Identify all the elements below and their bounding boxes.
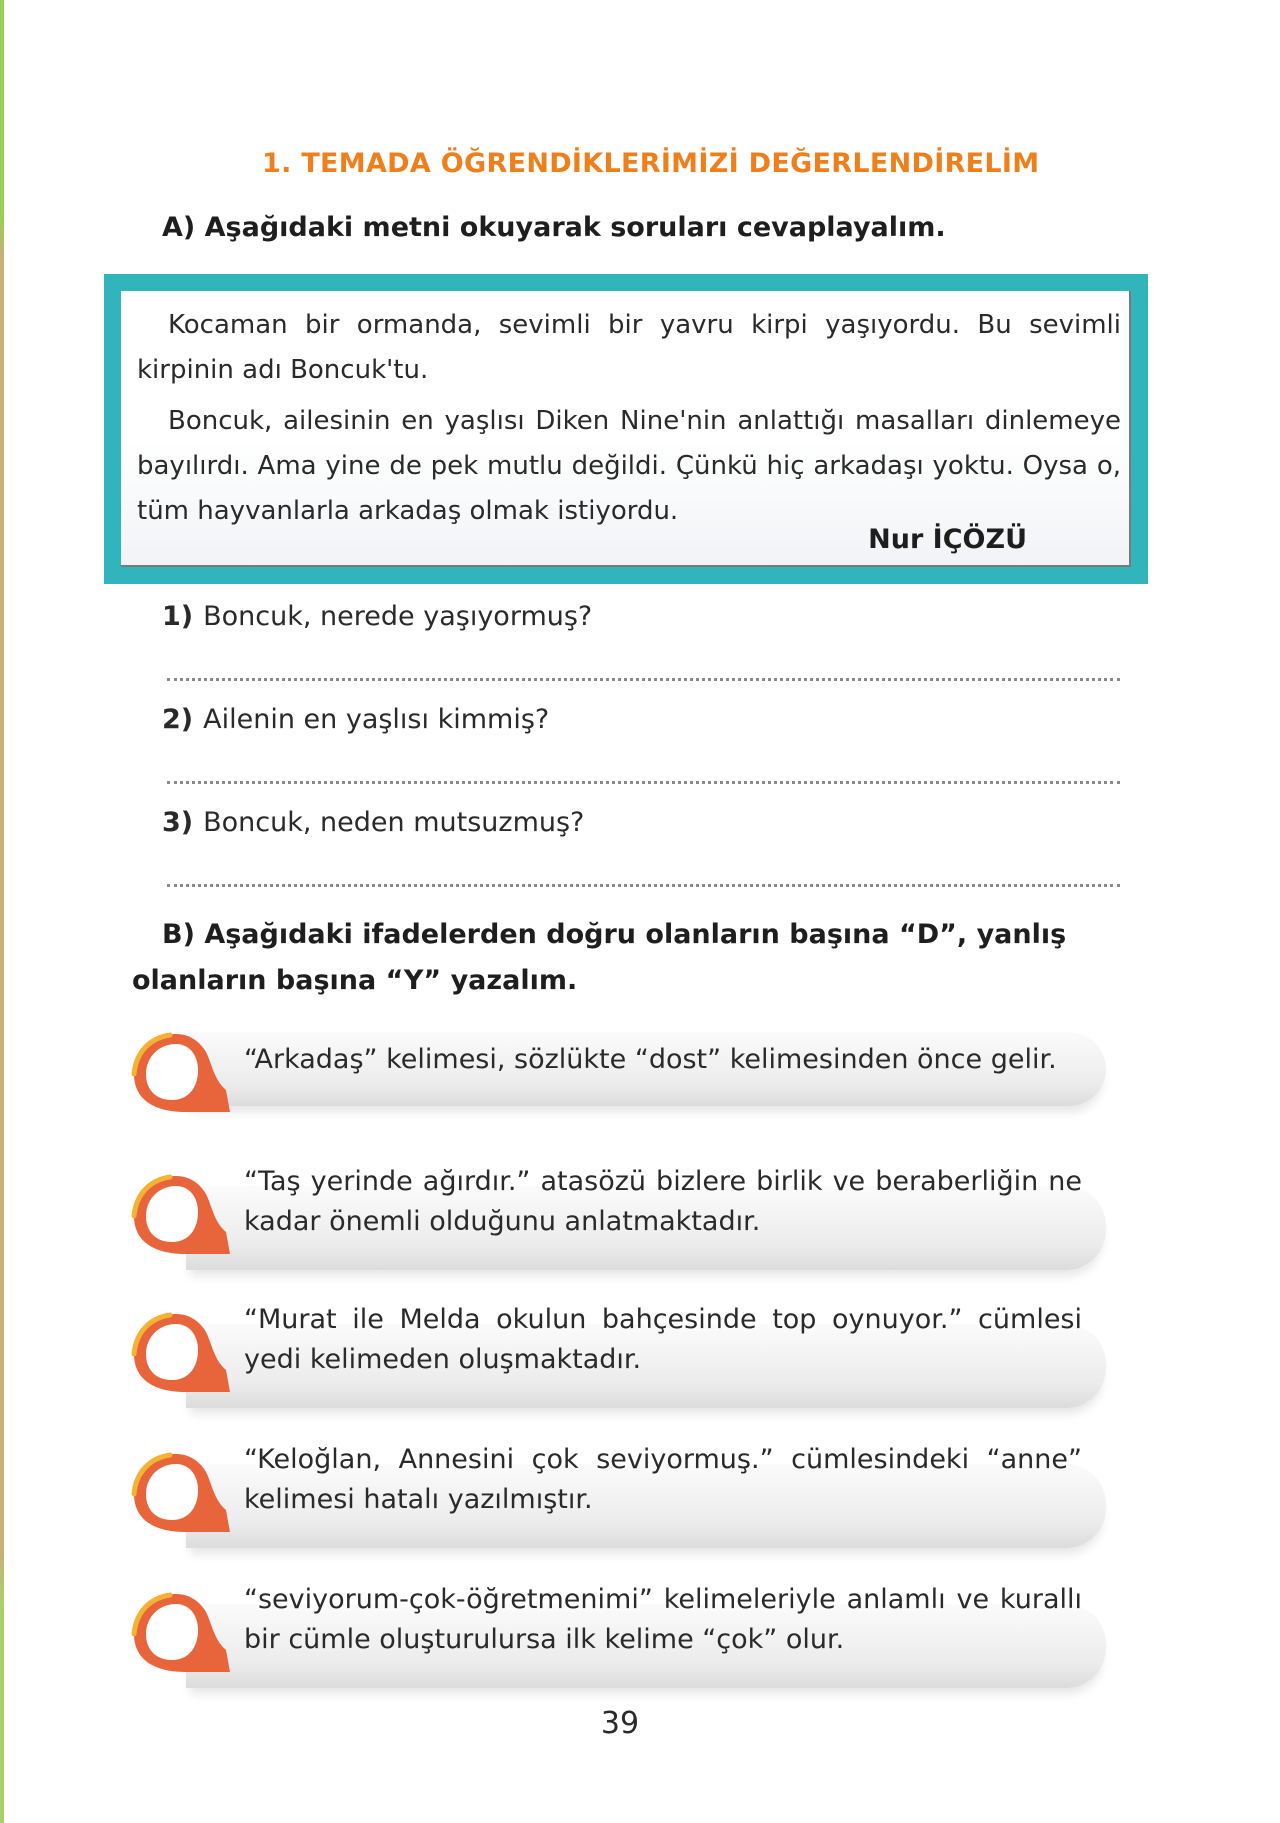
statement-text: “Taş yerinde ağırdır.” atasözü bizlere birlik ve beraberliğin ne kadar önemli olduğunu anlatmaktadır. [244,1166,1082,1237]
page-edge [0,0,4,1823]
statement-2 [126,1160,1126,1280]
statement-4 [126,1438,1126,1558]
statement-5 [126,1578,1126,1698]
page-number: 39 [600,1706,640,1741]
question-2 [162,704,549,735]
passage-paragraph-1: Kocaman bir ormanda, sevimli bir yavru kirpi yaşıyordu. Bu sevimli kirpinin adı Boncuk'tu. [137,310,1121,385]
passage-paragraph-2: Boncuk, ailesinin en yaşlısı Diken Nine'nin anlattığı masalları dinlemeye bayılırdı. Ama yine de pek mutlu değildi. Çünkü hiç arkadaşı yoktu. Oysa o, tüm hayvanlarla arkadaş olmak istiyordu. [137,406,1121,526]
answer-bubble-icon[interactable] [126,1448,236,1538]
section-b-heading: B) Aşağıdaki ifadelerden doğru olanların başına “D”, yanlış olanların başına “Y” yazalım. [132,919,1067,996]
question-3 [162,807,584,838]
question-text: Ailenin en yaşlısı kimmiş? [203,704,550,735]
statement-text: “Keloğlan, Annesini çok seviyormuş.” cümlesindeki “anne” kelimesi hatalı yazılmıştır. [244,1444,1082,1515]
answer-bubble-icon[interactable] [126,1588,236,1678]
answer-bubble-icon[interactable] [126,1308,236,1398]
question-text: Boncuk, neden mutsuzmuş? [203,807,585,838]
answer-line-3[interactable] [167,884,1120,887]
answer-line-1[interactable] [167,678,1120,681]
question-number: 3) [162,807,194,838]
statement-text: “Murat ile Melda okulun bahçesinde top oynuyor.” cümlesi yedi kelimeden oluşmaktadır. [244,1304,1082,1375]
question-number: 2) [162,704,194,735]
passage-author: Nur İÇÖZÜ [868,524,1027,555]
question-text: Boncuk, nerede yaşıyormuş? [203,601,593,632]
reading-passage-content [121,291,1131,567]
page-title: 1. TEMADA ÖĞRENDİKLERİMİZİ DEĞERLENDİRELİM [262,148,1040,179]
answer-line-2[interactable] [167,781,1120,784]
statement-text: “seviyorum-çok-öğretmenimi” kelimeleriyle anlamlı ve kurallı bir cümle oluşturulursa ilk kelime “çok” olur. [244,1584,1082,1655]
question-1 [162,601,592,632]
question-number: 1) [162,601,194,632]
section-a-heading: A) Aşağıdaki metni okuyarak soruları cevaplayalım. [162,212,946,243]
reading-passage-box [104,274,1148,584]
statement-3 [126,1298,1126,1418]
statement-1 [126,1028,1126,1128]
answer-bubble-icon[interactable] [126,1028,236,1118]
statement-text: “Arkadaş” kelimesi, sözlükte “dost” kelimesinden önce gelir. [244,1044,1057,1075]
answer-bubble-icon[interactable] [126,1170,236,1260]
